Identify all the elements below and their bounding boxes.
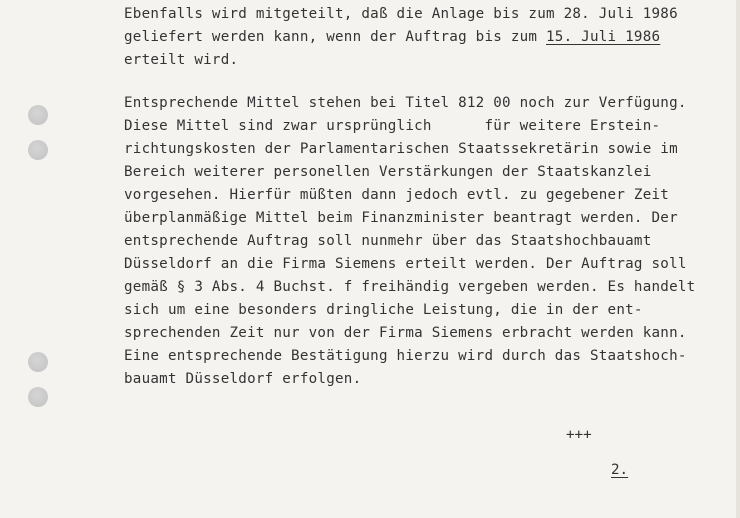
paragraph2-line: Düsseldorf an die Firma Siemens erteilt werden. Der Auftrag soll bbox=[124, 256, 687, 272]
paragraph2-line: vorgesehen. Hierfür müßten dann jedoch evtl. zu gegebener Zeit bbox=[124, 187, 670, 203]
punch-hole-2 bbox=[28, 140, 48, 160]
paragraph2-line: Bereich weiterer personellen Verstärkungen der Staatskanzlei bbox=[124, 164, 652, 180]
paragraph2-line: Entsprechende Mittel stehen bei Titel 812 00 noch zur Verfügung. bbox=[124, 95, 687, 111]
punch-hole-3 bbox=[28, 352, 48, 372]
paragraph1-line2 bbox=[124, 26, 660, 49]
punch-hole-4 bbox=[28, 387, 48, 407]
paragraph2-line: sprechenden Zeit nur von der Firma Siemens erbracht werden kann. bbox=[124, 325, 687, 341]
deadline-date: 15. Juli 1986 bbox=[546, 29, 661, 45]
punch-hole-1 bbox=[28, 105, 48, 125]
page-edge bbox=[736, 0, 740, 518]
page-continuation: 2. bbox=[611, 462, 629, 478]
paragraph1-line2-text: geliefert werden kann, wenn der Auftrag bis zum bbox=[124, 29, 546, 45]
paragraph2-line: Eine entsprechende Bestätigung hierzu wird durch das Staatshoch- bbox=[124, 348, 687, 364]
paragraph1-line3: erteilt wird. bbox=[124, 52, 239, 68]
paragraph1-line1: Ebenfalls wird mitgeteilt, daß die Anlage bis zum 28. Juli 1986 bbox=[124, 6, 678, 22]
paragraph2-line: sich um eine besonders dringliche Leistung, die in der ent- bbox=[124, 302, 643, 318]
paragraph2-line: überplanmäßige Mittel beim Finanzminister beantragt werden. Der bbox=[124, 210, 678, 226]
paragraph2-line: bauamt Düsseldorf erfolgen. bbox=[124, 371, 362, 387]
paragraph2-line: entsprechende Auftrag soll nunmehr über das Staatshochbauamt bbox=[124, 233, 652, 249]
paragraph2-line: Diese Mittel sind zwar ursprünglich für weitere Erstein- bbox=[124, 118, 661, 134]
paragraph2-line: gemäß § 3 Abs. 4 Buchst. f freihändig vergeben werden. Es handelt bbox=[124, 279, 696, 295]
paragraph2-line: richtungskosten der Parlamentarischen Staatssekretärin sowie im bbox=[124, 141, 678, 157]
end-marker: +++ bbox=[566, 427, 592, 443]
